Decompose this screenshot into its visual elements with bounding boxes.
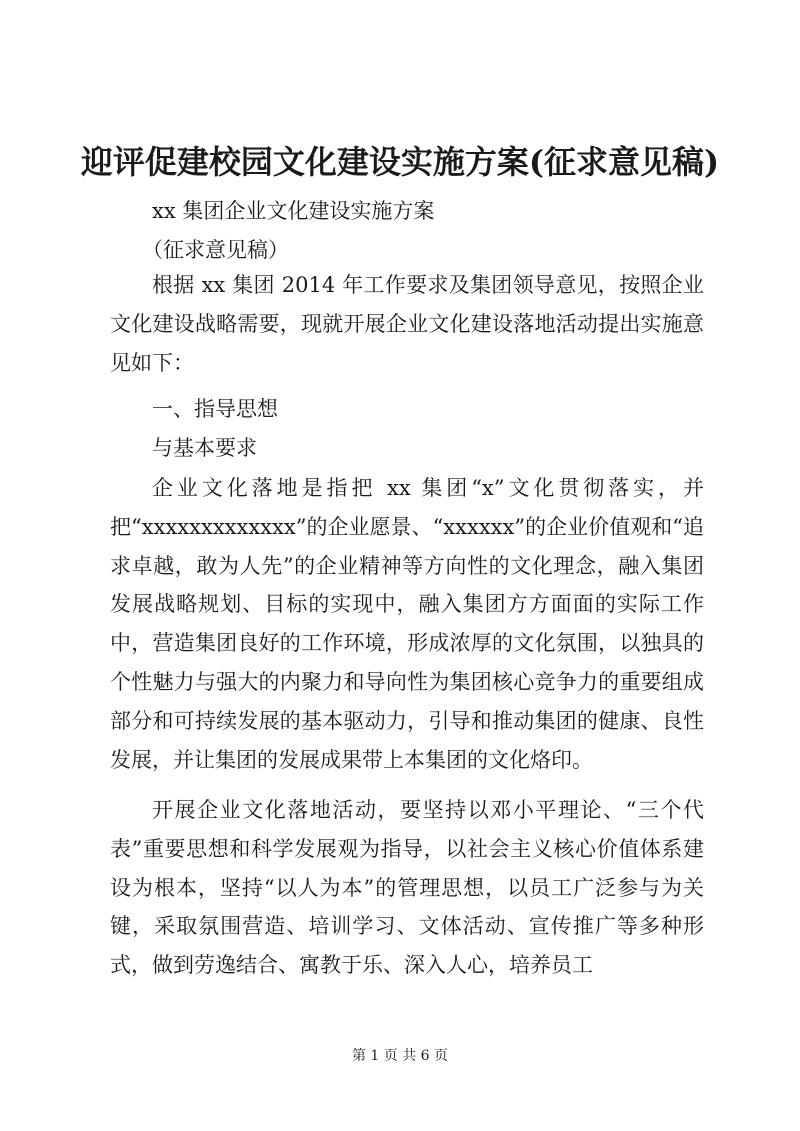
document-subtitle: xx 集团企业文化建设实施方案 — [152, 199, 435, 223]
body-paragraph-1: 企业文化落地是指把 xx 集团“x”文化贯彻落实，并把“xxxxxxxxxxxxx”的企业愿景、“xxxxxx”的企业价值观和“追求卓越，敢为人先”的企业精神等方向性的文化理念，融入集团发展战略规划、目标的实现中，融入集团方方面面的实际工作中，营造集团良好的工作环境，形成浓厚的文化氛围，以独具的个性魅力与强大的内聚力和导向性为集团核心竞争力的重要组成部分和可持续发展的基本驱动力，引导和推动集团的健康、良性发展，并让集团的发展成果带上本集团的文化烙印。 — [110, 476, 704, 772]
page-footer: 第 1 页 共 6 页 — [351, 1048, 449, 1064]
document-title: 迎评促建校园文化建设实施方案(征求意见稿) — [80, 143, 720, 181]
draft-note: （征求意见稿） — [142, 238, 289, 262]
body-paragraph-2: 开展企业文化落地活动，要坚持以邓小平理论、“三个代表”重要思想和科学发展观为指导，以社会主义核心价值体系建设为根本，坚持“以人为本”的管理思想，以员工广泛参与为关键，采取氛围营造、培训学习、文体活动、宣传推广等多种形式，做到劳逸结合、寓教于乐、深入人心，培养员工 — [110, 798, 704, 978]
section-subheading: 与基本要求 — [152, 436, 257, 460]
section-heading: 一、指导思想 — [152, 397, 278, 421]
intro-paragraph: 根据 xx 集团 2014 年工作要求及集团领导意见，按照企业文化建设战略需要，现就开展企业文化建设落地活动提出实施意见如下： — [110, 273, 704, 375]
